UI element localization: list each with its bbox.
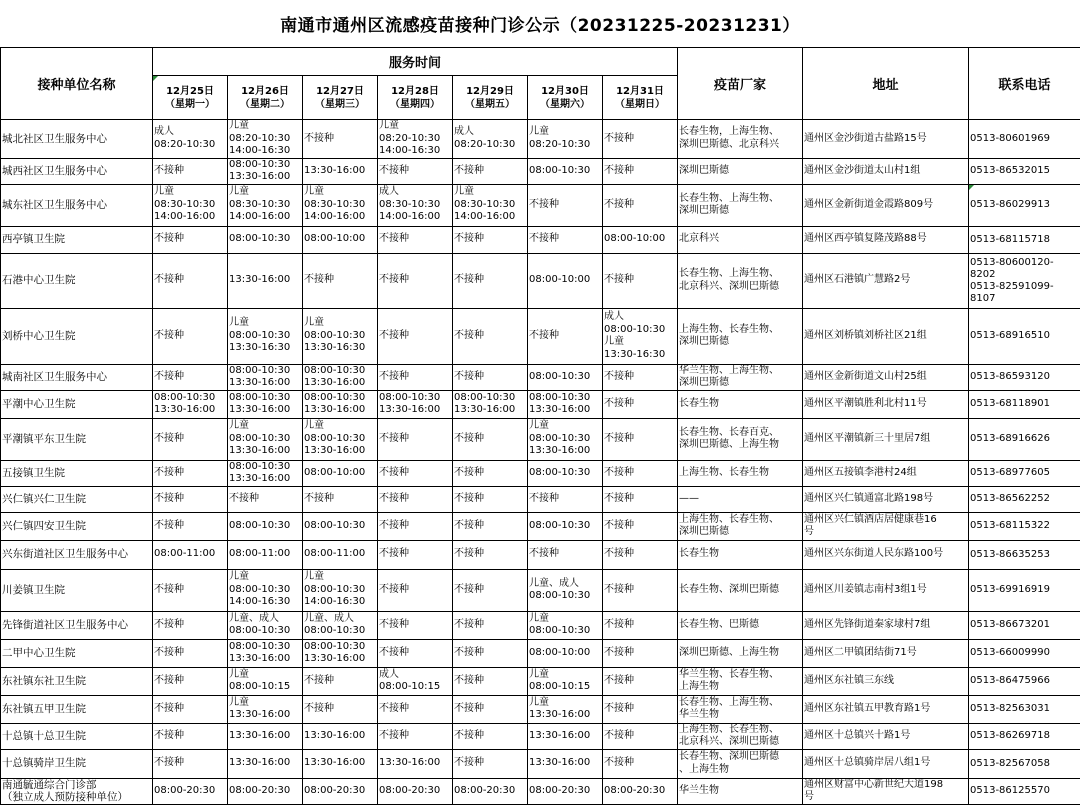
address-cell: 通州区东社镇五甲教育路1号 [803,695,969,723]
schedule-cell: 不接种 [378,418,453,460]
schedule-cell: 08:00-20:30 [603,778,678,804]
vaccine-vendor-cell: 长春生物 [678,390,803,418]
schedule-cell: 成人 08:00-10:15 [378,667,453,695]
table-row [1,611,1080,639]
vaccine-vendor-cell: 上海生物、长春生物、 深圳巴斯德 [678,512,803,540]
table-row [1,226,1080,253]
schedule-cell: 08:00-10:30 13:30-16:00 [303,639,378,667]
address-cell: 通州区兴东街道人民东路100号 [803,540,969,569]
address-cell: 通州区先锋街道秦家埭村7组 [803,611,969,639]
schedule-cell: 08:00-10:30 13:30-16:00 [303,390,378,418]
schedule-cell: 08:00-10:00 [528,253,603,308]
schedule-cell: 08:00-10:30 [228,512,303,540]
header-address: 地址 [803,48,969,120]
schedule-cell: 不接种 [603,158,678,184]
address-cell: 通州区金沙街道太山村1组 [803,158,969,184]
address-cell: 通州区刘桥镇刘桥社区21组 [803,308,969,364]
table-row [1,253,1080,308]
schedule-cell: 不接种 [378,364,453,390]
schedule-cell: 不接种 [453,512,528,540]
schedule-cell: 08:00-10:30 13:30-16:00 [453,390,528,418]
unit-name-cell: 城东社区卫生服务中心 [1,184,153,226]
schedule-cell: 不接种 [153,667,228,695]
schedule-cell: 08:00-10:30 13:30-16:00 [378,390,453,418]
address-cell: 通州区东社镇三东线 [803,667,969,695]
schedule-cell: 13:30-16:00 [228,253,303,308]
schedule-cell: 不接种 [603,749,678,778]
schedule-cell: 不接种 [378,611,453,639]
schedule-cell: 不接种 [603,540,678,569]
unit-name-cell: 东社镇东社卫生院 [1,667,153,695]
schedule-cell: 08:00-10:00 [528,639,603,667]
schedule-cell: 不接种 [378,695,453,723]
schedule-cell: 不接种 [453,639,528,667]
schedule-cell: 08:00-10:30 [528,512,603,540]
vaccine-vendor-cell: 长春生物、长春百克、 深圳巴斯德、上海生物 [678,418,803,460]
schedule-cell: 不接种 [378,540,453,569]
vaccine-vendor-cell: 长春生物、巴斯德 [678,611,803,639]
unit-name-cell: 兴仁镇四安卫生院 [1,512,153,540]
schedule-cell: 08:00-10:30 [303,512,378,540]
schedule-cell: 儿童 08:00-10:30 13:30-16:00 [303,418,378,460]
schedule-cell: 成人 08:30-10:30 14:00-16:00 [378,184,453,226]
schedule-cell: 不接种 [303,486,378,512]
schedule-cell: 08:00-10:30 [528,364,603,390]
table-row [1,120,1080,159]
schedule-cell: 儿童 08:00-10:30 13:30-16:00 [528,418,603,460]
schedule-cell: 不接种 [153,723,228,749]
schedule-cell: 不接种 [153,418,228,460]
schedule-cell: 不接种 [303,667,378,695]
table-row [1,308,1080,364]
schedule-cell: 不接种 [453,253,528,308]
schedule-cell: 不接种 [603,253,678,308]
unit-name-cell: 刘桥中心卫生院 [1,308,153,364]
phone-cell: 0513-86269718 [969,723,1080,749]
vaccine-vendor-cell: 深圳巴斯德 [678,158,803,184]
schedule-cell: 儿童 08:00-10:30 14:00-16:30 [303,569,378,611]
unit-name-cell: 南通毓通综合门诊部 （独立成人预防接种单位） [1,778,153,804]
vaccine-vendor-cell: 长春生物、上海生物、 北京科兴、深圳巴斯德 [678,253,803,308]
schedule-cell: 13:30-16:00 [378,749,453,778]
schedule-cell: 不接种 [378,253,453,308]
phone-cell: 0513-68916510 [969,308,1080,364]
vaccine-vendor-cell: 长春生物、深圳巴斯德 、上海生物 [678,749,803,778]
schedule-cell: 不接种 [153,486,228,512]
header-unit-name: 接种单位名称 [1,48,153,120]
table-row [1,569,1080,611]
schedule-cell: 不接种 [378,569,453,611]
schedule-cell: 儿童 08:30-10:30 14:00-16:00 [453,184,528,226]
schedule-cell: 不接种 [153,308,228,364]
schedule-cell: 儿童 08:00-10:30 13:30-16:30 [303,308,378,364]
phone-cell: 0513-69916919 [969,569,1080,611]
table-row [1,512,1080,540]
schedule-cell: 不接种 [153,253,228,308]
table-row [1,364,1080,390]
schedule-cell: 不接种 [453,226,528,253]
vaccine-vendor-cell: 华兰生物、上海生物、 深圳巴斯德 [678,364,803,390]
schedule-cell: 不接种 [453,364,528,390]
vaccine-vendor-cell: —— [678,486,803,512]
address-cell: 通州区石港镇广慧路2号 [803,253,969,308]
unit-name-cell: 城北社区卫生服务中心 [1,120,153,159]
schedule-cell: 不接种 [603,667,678,695]
table-row [1,486,1080,512]
schedule-cell: 不接种 [153,569,228,611]
table-row [1,390,1080,418]
schedule-cell: 不接种 [453,158,528,184]
header-day-4: 12月28日 （星期四） [378,76,453,120]
phone-cell: 0513-80600120- 8202 0513-82591099- 8107 [969,253,1080,308]
vaccine-vendor-cell: 北京科兴 [678,226,803,253]
vaccine-vendor-cell: 深圳巴斯德、上海生物 [678,639,803,667]
schedule-cell: 13:30-16:00 [228,749,303,778]
schedule-cell: 儿童 08:20-10:30 14:00-16:30 [378,120,453,159]
header-day-3: 12月27日 （星期三） [303,76,378,120]
vaccine-vendor-cell: 长春生物 [678,540,803,569]
unit-name-cell: 川姜镇卫生院 [1,569,153,611]
schedule-cell: 儿童、成人 08:00-10:30 [528,569,603,611]
schedule-cell: 儿童 08:00-10:15 [528,667,603,695]
schedule-cell: 不接种 [453,569,528,611]
schedule-cell: 08:00-20:30 [303,778,378,804]
schedule-cell: 儿童 08:20-10:30 [528,120,603,159]
schedule-cell: 不接种 [603,486,678,512]
schedule-cell: 不接种 [378,308,453,364]
address-cell: 通州区金沙街道古盐路15号 [803,120,969,159]
vaccine-vendor-cell: 长春生物、深圳巴斯德 [678,569,803,611]
unit-name-cell: 东社镇五甲卫生院 [1,695,153,723]
schedule-cell: 不接种 [603,611,678,639]
schedule-cell: 不接种 [528,226,603,253]
address-cell: 通州区兴仁镇酒店居健康巷16 号 [803,512,969,540]
schedule-cell: 不接种 [153,611,228,639]
schedule-cell: 不接种 [378,639,453,667]
header-service-time: 服务时间 [153,48,678,76]
unit-name-cell: 十总镇十总卫生院 [1,723,153,749]
schedule-cell: 08:00-10:30 13:30-16:00 [153,390,228,418]
phone-cell: 0513-86532015 [969,158,1080,184]
table-row [1,667,1080,695]
schedule-cell: 不接种 [603,569,678,611]
table-row [1,723,1080,749]
schedule-cell: 不接种 [378,226,453,253]
schedule-cell: 08:00-10:30 13:30-16:00 [228,364,303,390]
vaccine-vendor-cell: 长春生物、上海生物、 华兰生物 [678,695,803,723]
unit-name-cell: 石港中心卫生院 [1,253,153,308]
phone-cell: 0513-86673201 [969,611,1080,639]
schedule-cell: 不接种 [603,723,678,749]
unit-name-cell: 十总镇骑岸卫生院 [1,749,153,778]
schedule-cell: 儿童、成人 08:00-10:30 [303,611,378,639]
schedule-cell: 不接种 [603,390,678,418]
schedule-cell: 儿童 08:30-10:30 14:00-16:00 [153,184,228,226]
schedule-cell: 不接种 [528,540,603,569]
schedule-cell: 不接种 [153,364,228,390]
schedule-cell: 13:30-16:00 [303,158,378,184]
phone-cell: 0513-86475966 [969,667,1080,695]
schedule-cell: 08:00-10:30 [528,460,603,486]
schedule-cell: 不接种 [153,460,228,486]
schedule-cell: 08:00-10:30 [228,226,303,253]
schedule-cell: 不接种 [603,512,678,540]
address-cell: 通州区兴仁镇通富北路198号 [803,486,969,512]
header-day-2: 12月26日 （星期二） [228,76,303,120]
schedule-cell: 儿童 13:30-16:00 [228,695,303,723]
phone-cell: 0513-82567058 [969,749,1080,778]
unit-name-cell: 五接镇卫生院 [1,460,153,486]
schedule-cell: 不接种 [528,486,603,512]
schedule-cell: 13:30-16:00 [303,749,378,778]
schedule-cell: 儿童 08:30-10:30 14:00-16:00 [228,184,303,226]
address-cell: 通州区十总镇兴十路1号 [803,723,969,749]
unit-name-cell: 二甲中心卫生院 [1,639,153,667]
phone-cell: 0513-86029913 [969,184,1080,226]
schedule-cell: 不接种 [378,158,453,184]
schedule-cell: 08:00-20:30 [528,778,603,804]
schedule-cell: 不接种 [153,512,228,540]
header-phone: 联系电话 [969,48,1080,120]
schedule-cell: 不接种 [453,418,528,460]
schedule-cell: 不接种 [453,308,528,364]
schedule-cell: 08:00-20:30 [378,778,453,804]
schedule-cell: 不接种 [378,486,453,512]
table-row [1,639,1080,667]
schedule-cell: 儿童 08:00-10:30 [528,611,603,639]
table-row [1,418,1080,460]
schedule-cell: 不接种 [153,639,228,667]
schedule-cell: 不接种 [603,120,678,159]
schedule-cell: 不接种 [153,226,228,253]
page-title: 南通市通州区流感疫苗接种门诊公示（20231225-20231231） [280,16,800,36]
unit-name-cell: 城南社区卫生服务中心 [1,364,153,390]
schedule-cell: 不接种 [378,512,453,540]
phone-cell: 0513-82563031 [969,695,1080,723]
address-cell: 通州区西亭镇复隆茂路88号 [803,226,969,253]
address-cell: 通州区川姜镇志南村3组1号 [803,569,969,611]
schedule-cell: 08:00-10:30 13:30-16:00 [228,390,303,418]
address-cell: 通州区五接镇李港村24组 [803,460,969,486]
phone-cell: 0513-86125570 [969,778,1080,804]
schedule-cell: 成人 08:20-10:30 [153,120,228,159]
vaccine-vendor-cell: 上海生物、长春生物、 北京科兴、深圳巴斯德 [678,723,803,749]
address-cell: 通州区二甲镇团结街71号 [803,639,969,667]
schedule-cell: 不接种 [453,749,528,778]
unit-name-cell: 平潮镇平东卫生院 [1,418,153,460]
phone-cell: 0513-86562252 [969,486,1080,512]
address-cell: 通州区金新街道文山村25组 [803,364,969,390]
schedule-cell: 不接种 [153,695,228,723]
schedule-cell: 08:00-10:30 13:30-16:00 [228,639,303,667]
schedule-cell: 08:00-10:30 [528,158,603,184]
schedule-cell: 08:00-10:00 [303,460,378,486]
table-row [1,540,1080,569]
phone-cell: 0513-68916626 [969,418,1080,460]
phone-cell: 0513-80601969 [969,120,1080,159]
schedule-cell: 不接种 [603,184,678,226]
schedule-cell: 不接种 [603,418,678,460]
vaccine-vendor-cell: 华兰生物、长春生物、 上海生物 [678,667,803,695]
schedule-cell: 08:00-10:30 13:30-16:00 [303,364,378,390]
phone-cell: 0513-68115718 [969,226,1080,253]
schedule-cell: 不接种 [528,308,603,364]
vaccine-vendor-cell: 上海生物、长春生物 [678,460,803,486]
schedule-cell: 不接种 [603,460,678,486]
schedule-cell: 儿童、成人 08:00-10:30 [228,611,303,639]
address-cell: 通州区财富中心新世纪大道198 号 [803,778,969,804]
schedule-cell: 不接种 [603,639,678,667]
unit-name-cell: 兴仁镇兴仁卫生院 [1,486,153,512]
phone-cell: 0513-86635253 [969,540,1080,569]
schedule-cell: 不接种 [528,184,603,226]
address-cell: 通州区平潮镇新三十里居7组 [803,418,969,460]
unit-name-cell: 先锋街道社区卫生服务中心 [1,611,153,639]
vaccine-vendor-cell: 长春生物、上海生物、 深圳巴斯德 [678,184,803,226]
table-row [1,460,1080,486]
schedule-cell: 不接种 [453,460,528,486]
schedule-cell: 不接种 [153,158,228,184]
schedule-cell: 08:00-20:30 [453,778,528,804]
schedule-cell: 儿童 08:00-10:30 13:30-16:00 [228,418,303,460]
phone-cell: 0513-68118901 [969,390,1080,418]
schedule-cell: 儿童 13:30-16:00 [528,695,603,723]
address-cell: 通州区十总镇骑岸居八组1号 [803,749,969,778]
header-day-6: 12月30日 （星期六） [528,76,603,120]
phone-cell: 0513-86593120 [969,364,1080,390]
schedule-cell: 08:00-20:30 [228,778,303,804]
schedule-cell: 儿童 08:30-10:30 14:00-16:00 [303,184,378,226]
table-row [1,158,1080,184]
schedule-cell: 儿童 08:00-10:30 13:30-16:30 [228,308,303,364]
schedule-cell: 不接种 [453,695,528,723]
header-vaccine-vendor: 疫苗厂家 [678,48,803,120]
table-row [1,184,1080,226]
phone-cell: 0513-68977605 [969,460,1080,486]
vaccine-vendor-cell: 上海生物、长春生物、 深圳巴斯德 [678,308,803,364]
vaccination-schedule-table [0,47,1080,805]
address-cell: 通州区平潮镇胜利北村11号 [803,390,969,418]
unit-name-cell: 城西社区卫生服务中心 [1,158,153,184]
schedule-cell: 不接种 [603,364,678,390]
schedule-cell: 13:30-16:00 [228,723,303,749]
schedule-cell: 不接种 [453,667,528,695]
table-row [1,749,1080,778]
schedule-cell: 08:00-11:00 [228,540,303,569]
schedule-cell: 08:00-10:00 [303,226,378,253]
schedule-cell: 不接种 [378,723,453,749]
schedule-cell: 成人 08:20-10:30 [453,120,528,159]
schedule-cell: 儿童 08:20-10:30 14:00-16:30 [228,120,303,159]
unit-name-cell: 兴东街道社区卫生服务中心 [1,540,153,569]
phone-cell: 0513-66009990 [969,639,1080,667]
schedule-cell: 不接种 [378,460,453,486]
schedule-cell: 不接种 [453,611,528,639]
schedule-cell: 儿童 08:00-10:15 [228,667,303,695]
vaccine-vendor-cell: 长春生物，上海生物、 深圳巴斯德、北京科兴 [678,120,803,159]
schedule-cell: 08:00-10:00 [603,226,678,253]
header-day-1: 12月25日 （星期一） [153,76,228,120]
schedule-cell: 不接种 [603,695,678,723]
schedule-cell: 13:30-16:00 [528,723,603,749]
table-row [1,695,1080,723]
table-row [1,778,1080,804]
schedule-cell: 成人 08:00-10:30 儿童 13:30-16:30 [603,308,678,364]
schedule-cell: 不接种 [453,486,528,512]
schedule-cell: 08:00-10:30 13:30-16:00 [528,390,603,418]
schedule-cell: 不接种 [228,486,303,512]
schedule-cell: 13:30-16:00 [303,723,378,749]
schedule-cell: 08:00-10:30 13:30-16:00 [228,158,303,184]
schedule-cell: 不接种 [303,253,378,308]
header-day-7: 12月31日 （星期日） [603,76,678,120]
header-day-5: 12月29日 （星期五） [453,76,528,120]
schedule-cell: 08:00-10:30 13:30-16:00 [228,460,303,486]
unit-name-cell: 西亭镇卫生院 [1,226,153,253]
schedule-cell: 08:00-20:30 [153,778,228,804]
vaccine-vendor-cell: 华兰生物 [678,778,803,804]
schedule-cell: 不接种 [303,695,378,723]
schedule-cell: 不接种 [453,723,528,749]
schedule-cell: 08:00-11:00 [153,540,228,569]
schedule-cell: 不接种 [453,540,528,569]
schedule-cell: 08:00-11:00 [303,540,378,569]
schedule-cell: 儿童 08:00-10:30 14:00-16:30 [228,569,303,611]
schedule-cell: 13:30-16:00 [528,749,603,778]
unit-name-cell: 平潮中心卫生院 [1,390,153,418]
address-cell: 通州区金新街道金霞路809号 [803,184,969,226]
schedule-cell: 不接种 [303,120,378,159]
phone-cell: 0513-68115322 [969,512,1080,540]
schedule-cell: 不接种 [153,749,228,778]
